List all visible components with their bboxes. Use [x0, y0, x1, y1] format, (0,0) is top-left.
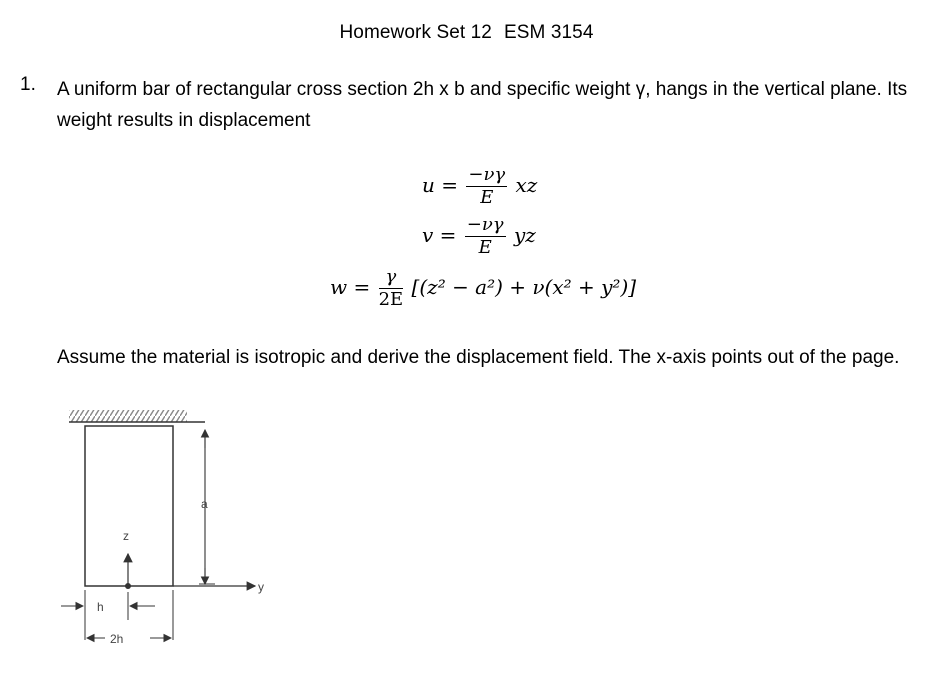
ceiling-hatch: [69, 410, 187, 422]
problem-number: 1.: [20, 74, 36, 95]
dimension-h-label: h: [97, 600, 104, 614]
equation-u-tail: xz: [515, 173, 538, 197]
homework-title: Homework Set 12: [339, 22, 492, 43]
equation-u-denominator: E: [480, 187, 494, 208]
dimension-2h-label: 2h: [110, 632, 124, 646]
bar-outline: [85, 426, 173, 586]
bar-figure: [55, 408, 275, 660]
z-axis-label: z: [123, 529, 129, 543]
page-title: [0, 22, 933, 44]
equation-u: [422, 164, 537, 209]
equation-w-denominator: 2E: [378, 289, 404, 310]
equation-w: [330, 266, 636, 311]
equation-v-lhs: v =: [422, 223, 457, 247]
equation-w-lhs: w =: [330, 275, 371, 299]
equation-w-tail: [(z² − a²) + ν(x² + y²)]: [411, 275, 637, 299]
equation-u-numerator: −νγ: [468, 164, 506, 185]
equation-u-fraction: [466, 164, 507, 209]
dimension-a-label: a: [201, 497, 208, 511]
equation-v: [422, 214, 536, 259]
problem-task: Assume the material is isotropic and derive the displacement field. The x-axis points out of the page.: [57, 347, 900, 368]
equation-v-tail: yz: [513, 223, 536, 247]
equation-v-denominator: E: [478, 237, 492, 258]
equation-w-fraction: [379, 266, 404, 311]
equation-u-lhs: u =: [422, 173, 458, 197]
problem-statement: A uniform bar of rectangular cross section 2h x b and specific weight γ, hangs in the vertical plane. Its weight results in displacement: [57, 79, 908, 131]
equation-v-fraction: [465, 214, 506, 259]
y-axis-label: y: [258, 580, 264, 594]
course-code: ESM 3154: [503, 22, 594, 43]
bar-diagram: [55, 408, 275, 660]
equation-v-numerator: −νγ: [466, 214, 504, 235]
equation-w-numerator: γ: [379, 266, 404, 289]
